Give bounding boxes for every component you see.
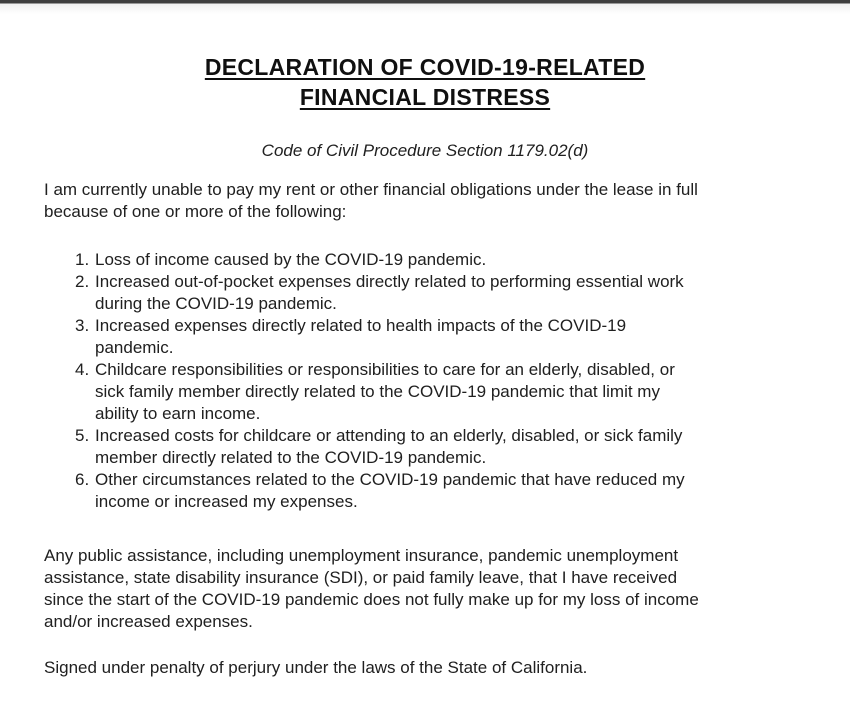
list-item-number: 4. bbox=[75, 360, 90, 379]
perjury-statement bbox=[44, 657, 806, 679]
text-line: since the start of the COVID-19 pandemic does not fully make up for my loss of income bbox=[44, 590, 699, 609]
list-item-text bbox=[95, 469, 806, 513]
text-line: Loss of income caused by the COVID-19 pandemic. bbox=[95, 250, 487, 269]
list-item bbox=[44, 469, 806, 513]
document-title bbox=[44, 52, 806, 112]
text-line: I am currently unable to pay my rent or other financial obligations under the lease in full bbox=[44, 180, 698, 199]
list-item-number: 6. bbox=[75, 470, 90, 489]
text-line: Childcare responsibilities or responsibilities to care for an elderly, disabled, or bbox=[95, 360, 675, 379]
list-item bbox=[44, 271, 806, 315]
list-item-text bbox=[95, 359, 806, 425]
text-line: Increased expenses directly related to health impacts of the COVID-19 bbox=[95, 316, 627, 335]
text-line: income or increased my expenses. bbox=[95, 492, 358, 511]
text-line: member directly related to the COVID-19 pandemic. bbox=[95, 448, 487, 467]
list-item bbox=[44, 359, 806, 425]
text-line: Signed under penalty of perjury under the laws of the State of California. bbox=[44, 658, 588, 677]
text-line: and/or increased expenses. bbox=[44, 612, 253, 631]
list-item-number: 2. bbox=[75, 272, 90, 291]
statute-reference: Code of Civil Procedure Section 1179.02(d) bbox=[261, 141, 589, 160]
title-text-2: FINANCIAL DISTRESS bbox=[299, 84, 551, 110]
list-item-text bbox=[95, 271, 806, 315]
list-item-text bbox=[95, 249, 806, 271]
assistance-paragraph bbox=[44, 545, 806, 633]
list-item bbox=[44, 315, 806, 359]
text-line: Other circumstances related to the COVID-19 pandemic that have reduced my bbox=[95, 470, 685, 489]
reasons-list bbox=[44, 249, 806, 513]
text-line: pandemic. bbox=[95, 338, 174, 357]
text-line: during the COVID-19 pandemic. bbox=[95, 294, 337, 313]
document-content bbox=[0, 52, 850, 679]
title-line-1 bbox=[44, 52, 806, 82]
list-item-number: 5. bbox=[75, 426, 90, 445]
text-line: assistance, state disability insurance (SDI), or paid family leave, that I have received bbox=[44, 568, 678, 587]
text-line: because of one or more of the following: bbox=[44, 202, 347, 221]
title-line-2 bbox=[44, 82, 806, 112]
intro-paragraph bbox=[44, 179, 806, 223]
list-item-number: 1. bbox=[75, 250, 90, 269]
text-line: Increased out-of-pocket expenses directly related to performing essential work bbox=[95, 272, 684, 291]
list-item bbox=[44, 249, 806, 271]
list-item-text bbox=[95, 315, 806, 359]
title-text-1: DECLARATION OF COVID-19-RELATED bbox=[204, 54, 646, 80]
window-top-edge bbox=[0, 0, 850, 14]
list-item-text bbox=[95, 425, 806, 469]
text-line: ability to earn income. bbox=[95, 404, 261, 423]
list-item-number: 3. bbox=[75, 316, 90, 335]
text-line: sick family member directly related to the COVID-19 pandemic that limit my bbox=[95, 382, 660, 401]
text-line: Increased costs for childcare or attending to an elderly, disabled, or sick family bbox=[95, 426, 683, 445]
text-line: Any public assistance, including unemployment insurance, pandemic unemployment bbox=[44, 546, 679, 565]
list-item bbox=[44, 425, 806, 469]
